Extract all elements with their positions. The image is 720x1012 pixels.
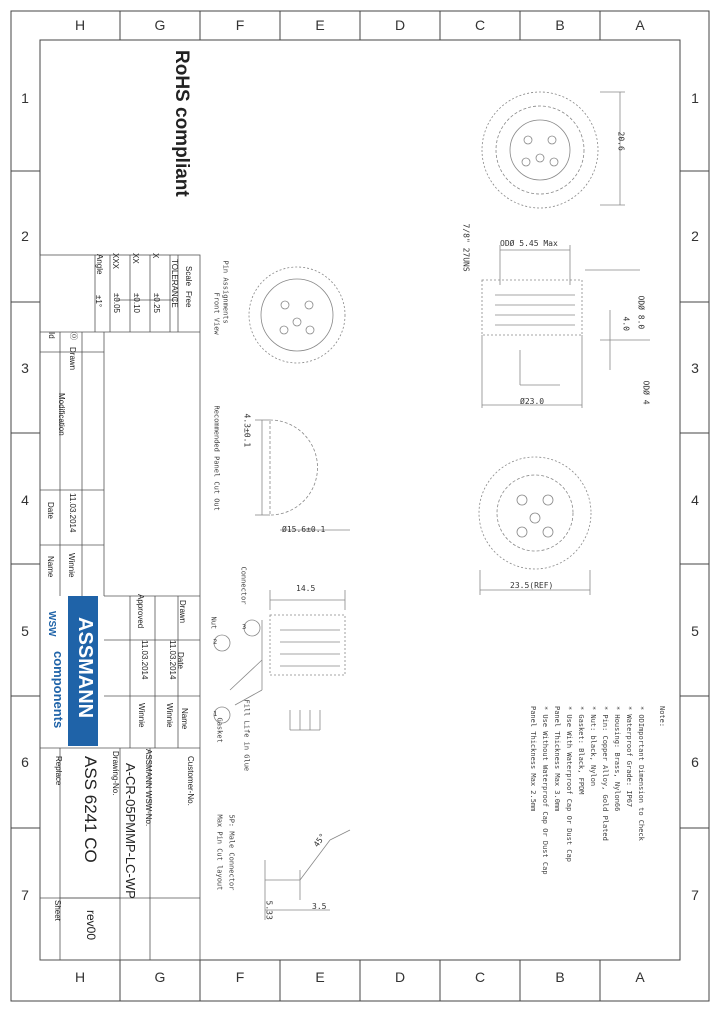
- assmann-logo-text: ASSMANN: [74, 617, 96, 719]
- assmann-no-label: ASSMANN WSW-No.: [144, 749, 153, 827]
- connector-label: Connector: [239, 566, 248, 605]
- zone-letter-h-top: H: [74, 17, 86, 33]
- note-line-2: * Waterproof Grade: IP67: [625, 706, 633, 808]
- zone-letter-f-bottom: F: [235, 969, 245, 985]
- rev-name-value: Winnie: [67, 553, 76, 578]
- dim-thread: 7/8" 27UNS: [461, 223, 471, 272]
- zone-number-4-left: 4: [21, 492, 29, 508]
- note-line-4: * Pin: Copper Alloy, Gold Plated: [601, 706, 609, 841]
- layout-subtitle: Max Pin Cut layout: [215, 814, 224, 891]
- dim-20-6: 20.6: [616, 131, 626, 151]
- note-line-8: Panel Thickness Max 3.0mm: [553, 706, 561, 812]
- zone-number-2-left: 2: [21, 228, 29, 244]
- zone-letter-d-bottom: D: [394, 969, 406, 985]
- replace-label: Replace: [54, 756, 63, 786]
- rev-modification-value: Drawn: [68, 347, 77, 371]
- dim-23: Ø23.0: [520, 397, 545, 406]
- gasket-callout: 1: [213, 710, 218, 718]
- rev-name-label: Name: [46, 556, 55, 578]
- zone-number-2-right: 2: [691, 228, 699, 244]
- zone-number-5-left: 5: [21, 623, 29, 639]
- drawn-date: 11.03.2014: [168, 640, 177, 680]
- tol-xxx-label: XXX: [111, 253, 120, 270]
- rev-id-label: Id: [47, 332, 56, 339]
- dim-4-0: 4.0: [621, 316, 631, 331]
- drawn-label: Drawn: [178, 600, 187, 624]
- rohs-label: RoHS compliant: [171, 50, 192, 197]
- nut-callout: 2: [213, 638, 218, 646]
- wsw-logo-text: WSW: [46, 611, 57, 637]
- dim-23-5: 23.5(REF): [510, 581, 554, 590]
- zone-letter-d-top: D: [394, 17, 406, 33]
- customer-no-label: Customer-No.: [186, 756, 195, 806]
- rev-mark: ⓪: [69, 332, 78, 340]
- approved-name: Winnie: [137, 703, 146, 728]
- assmann-part-number: A-CR-05PMMP-LC-WP: [123, 763, 138, 899]
- tol-x-label: X: [151, 253, 160, 259]
- nut-label: Nut: [209, 616, 218, 630]
- dim-5-33: 5.33: [264, 900, 274, 920]
- zone-number-7-left: 7: [21, 887, 29, 903]
- scale-value: Free: [184, 291, 193, 308]
- connector-callout: 3: [242, 623, 247, 631]
- zone-letter-a-bottom: A: [635, 969, 645, 985]
- dim-14-5: 14.5: [296, 584, 316, 593]
- note-line-6: * Gasket: Black, FPDM: [577, 706, 585, 795]
- zone-letter-f-top: F: [235, 17, 245, 33]
- zone-number-1-right: 1: [691, 90, 699, 106]
- note-line-7: * Use With Waterproof Cap Or Dust Cap: [565, 706, 573, 862]
- note-line-0: Note:: [658, 706, 666, 728]
- zone-number-3-left: 3: [21, 360, 29, 376]
- components-logo-text: components: [51, 651, 66, 729]
- name-label: Name: [180, 708, 189, 730]
- drawing-no-label: Drawing-No.: [111, 751, 120, 796]
- dim-8-0: ODØ 8.0: [636, 295, 646, 330]
- tol-x-value: ±0.25: [152, 293, 161, 313]
- zone-letter-g-bottom: G: [154, 969, 166, 985]
- zone-letter-c-bottom: C: [474, 969, 486, 985]
- front-view-label: Front View: [212, 292, 221, 335]
- zone-letter-e-bottom: E: [315, 969, 325, 985]
- dim-15-6: Ø15.6±0.1: [282, 525, 326, 534]
- zone-number-7-right: 7: [691, 887, 699, 903]
- zone-number-5-right: 5: [691, 623, 699, 639]
- revision-value: rev00: [84, 910, 98, 941]
- approved-label: Approved: [136, 594, 145, 629]
- dim-angle: 45°: [311, 831, 328, 849]
- zone-number-6-right: 6: [691, 754, 699, 770]
- tol-angle-label: Angle: [95, 254, 104, 275]
- dim-4-3: 4.3±0.1: [242, 413, 252, 448]
- fill-glue-label: Fill Life in Glue: [242, 699, 251, 772]
- panel-cut-label: Recommended Panel Cut Out: [212, 405, 221, 511]
- note-line-1: * ODImportant Dimension to Check: [637, 706, 645, 841]
- note-line-9: * Use Without Waterproof Cap Or Dust Cap: [541, 706, 549, 875]
- rev-date-value: 11.03.2014: [68, 493, 77, 533]
- zone-number-3-right: 3: [691, 360, 699, 376]
- layout-title: 5P: Male Connector: [227, 814, 236, 891]
- zone-number-4-right: 4: [691, 492, 699, 508]
- sheet-label: Sheet: [53, 900, 62, 921]
- zone-letter-h-bottom: H: [74, 969, 86, 985]
- date-label: Date: [176, 652, 185, 669]
- dim-od: ODØ 5.45 Max: [500, 239, 558, 248]
- note-line-5: * Nut: black, Nylon: [589, 706, 597, 787]
- zone-letter-c-top: C: [474, 17, 486, 33]
- dim-3-5: 3.5: [312, 902, 327, 911]
- approved-date: 11.03.2014: [140, 640, 149, 680]
- note-line-10: Panel Thickness Max 2.5mm: [529, 706, 537, 812]
- drawn-name: Winnie: [165, 703, 174, 728]
- zone-letter-b-top: B: [555, 17, 565, 33]
- tol-xxx-value: ±0.05: [112, 293, 121, 313]
- note-line-3: * Housing: Brass, Nylon66: [613, 706, 621, 812]
- rev-modification-label: Modification: [57, 393, 66, 436]
- tol-xx-label: XX: [131, 253, 140, 264]
- scale-label: Scale: [184, 266, 193, 287]
- pin-assignments-label: Pin Assignments: [221, 260, 230, 324]
- tolerance-label: TOLERANCE: [170, 259, 179, 308]
- dim-4-5: ODØ 4: [641, 380, 651, 405]
- drawing-number: ASS 6241 CO: [81, 756, 100, 863]
- zone-letter-g-top: G: [154, 17, 166, 33]
- zone-number-1-left: 1: [21, 90, 29, 106]
- tol-angle-value: ±1°: [94, 295, 103, 308]
- gasket-label: Gasket: [215, 717, 224, 743]
- zone-number-6-left: 6: [21, 754, 29, 770]
- zone-letter-e-top: E: [315, 17, 325, 33]
- rev-date-label: Date: [46, 502, 55, 519]
- zone-letter-a-top: A: [635, 17, 645, 33]
- zone-letter-b-bottom: B: [555, 969, 565, 985]
- tol-xx-value: ±0.10: [132, 293, 141, 313]
